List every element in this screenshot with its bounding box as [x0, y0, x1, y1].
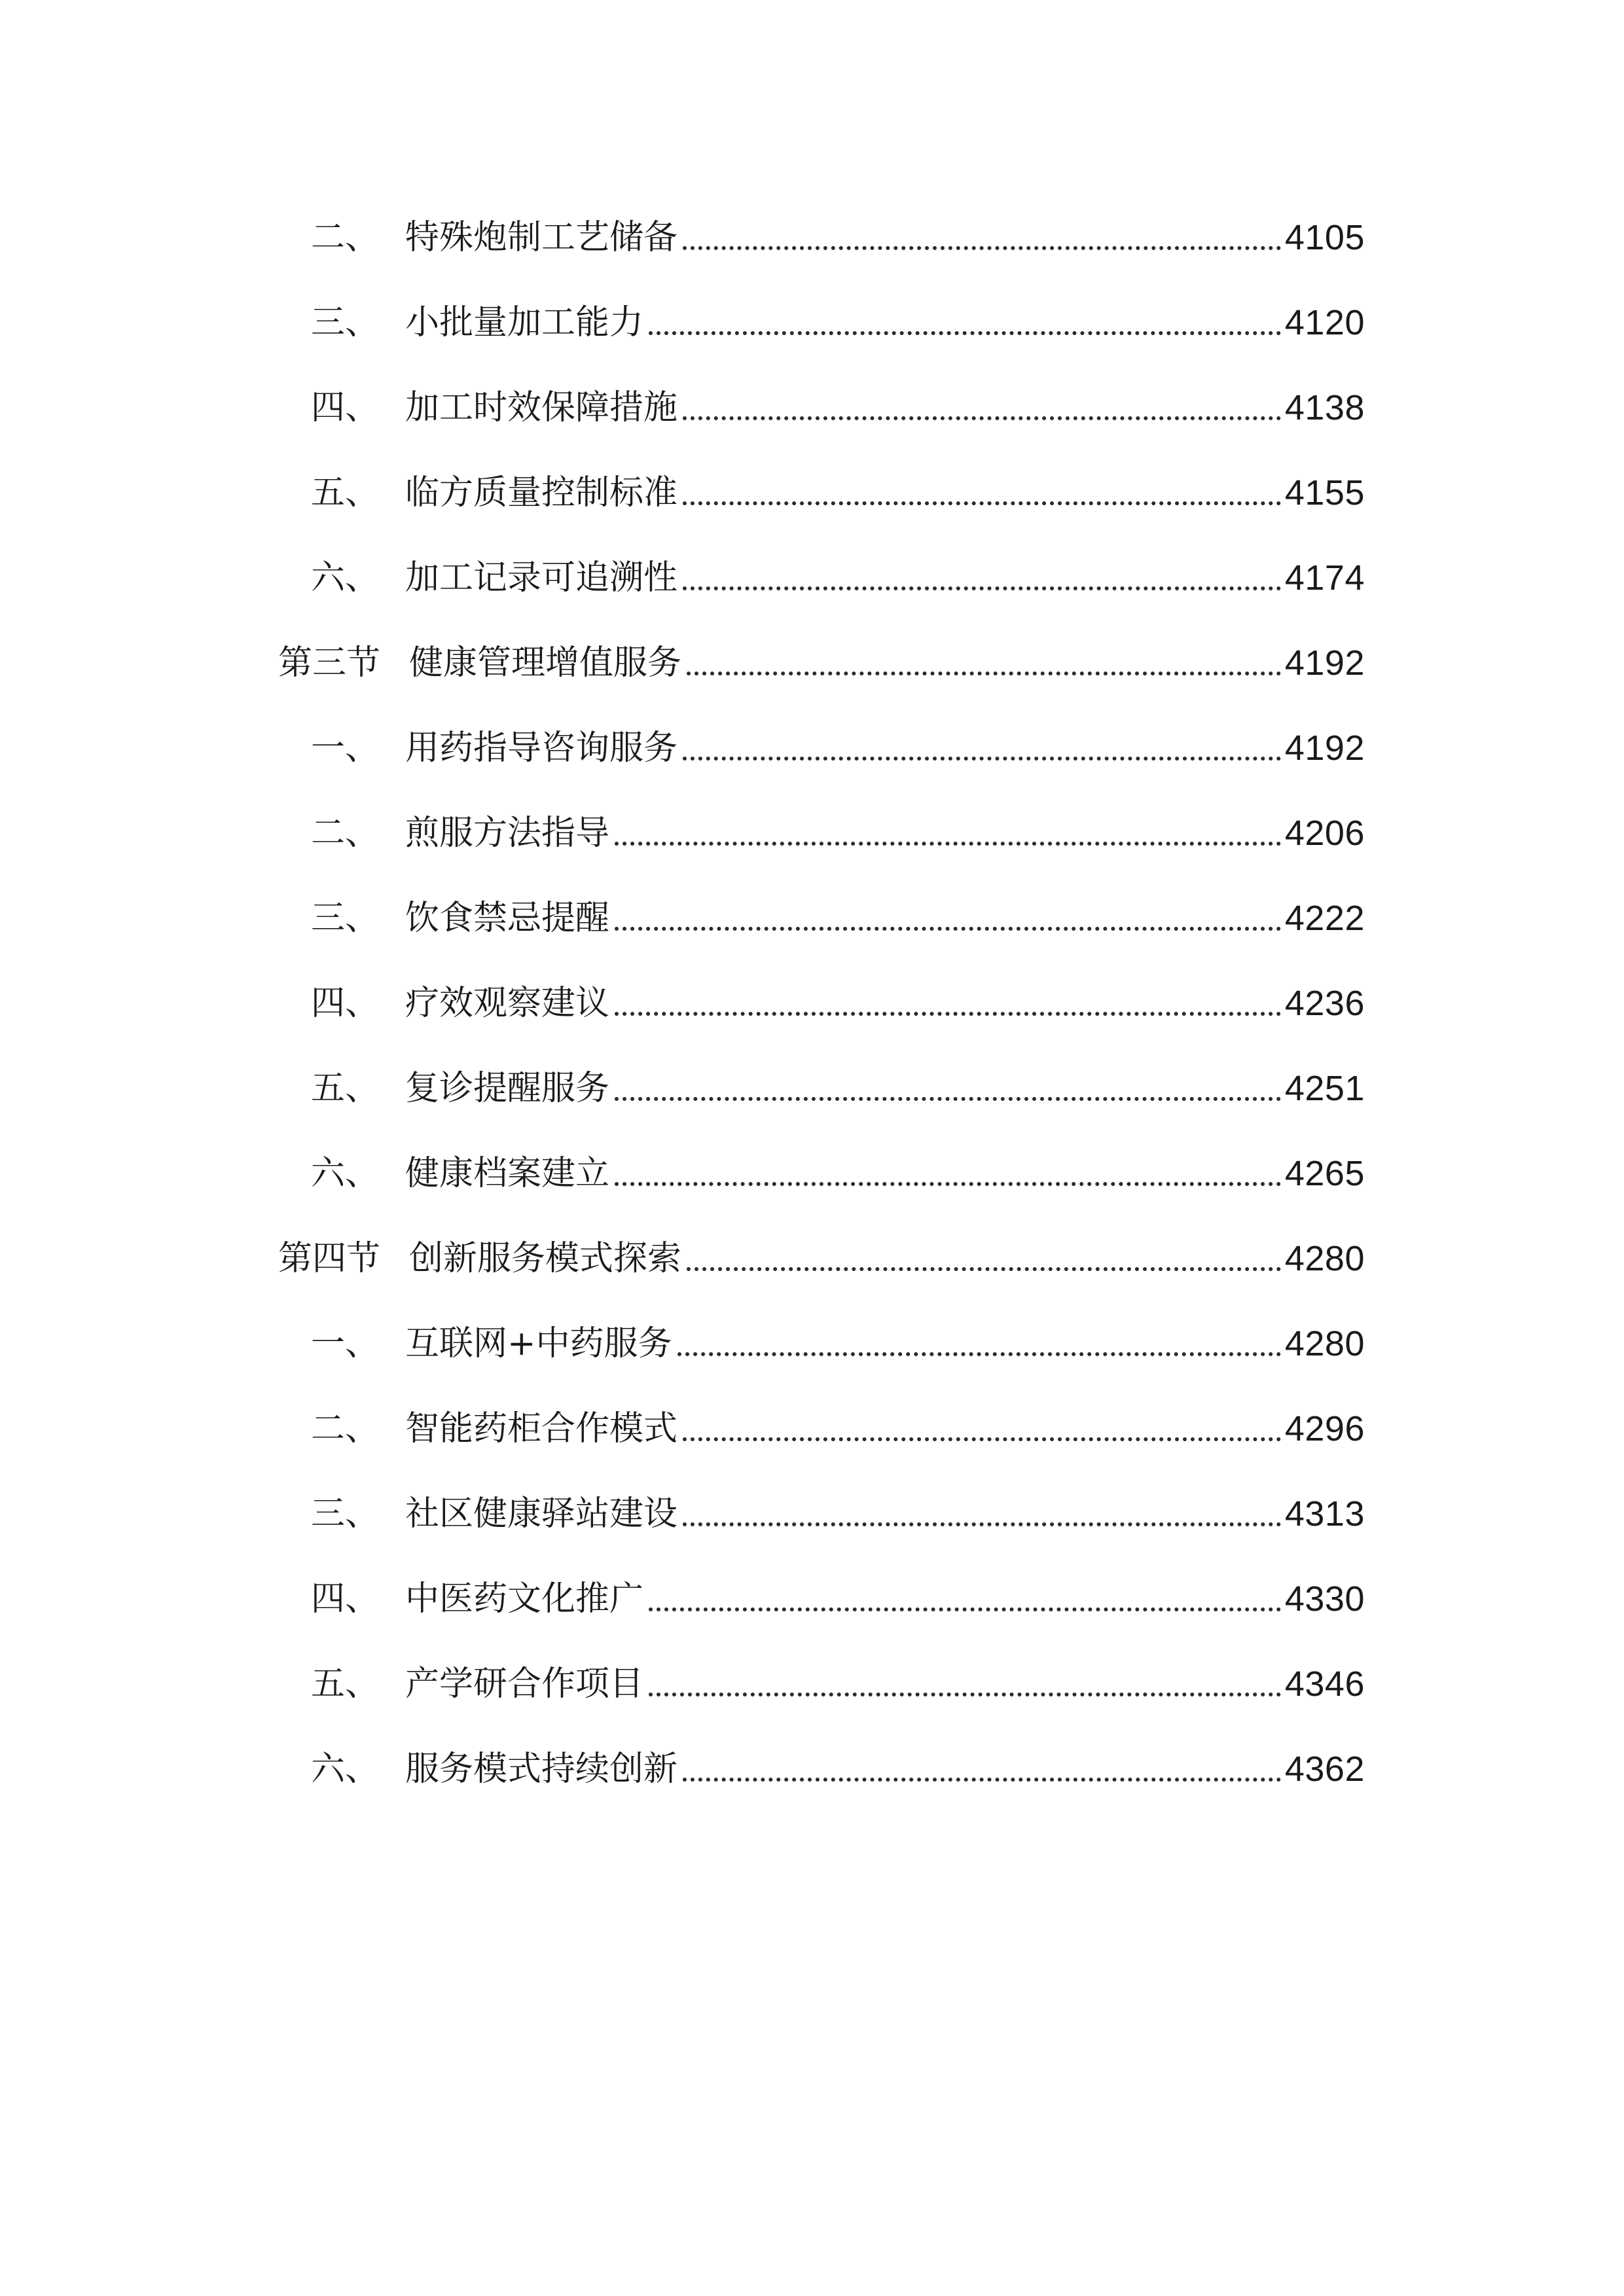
- toc-entry-title: 饮食禁忌提醒: [405, 899, 610, 938]
- toc-dot-leader: [615, 1097, 1281, 1101]
- toc-subsection-entry[interactable]: [278, 961, 1365, 1046]
- toc-entry-number: 四、: [311, 984, 380, 1023]
- toc-dot-leader: [683, 1522, 1281, 1526]
- toc-page-number: 4251: [1284, 1069, 1365, 1108]
- toc-page-number: 4138: [1284, 388, 1365, 427]
- toc-entry-number: 二、: [311, 814, 380, 853]
- toc-entry-number: 二、: [311, 1409, 380, 1448]
- toc-entry-number: 第四节: [278, 1239, 381, 1278]
- toc-entry-title: 创新服务模式探索: [409, 1239, 682, 1278]
- toc-subsection-entry[interactable]: [278, 876, 1365, 961]
- toc-entry-title: 煎服方法指导: [405, 814, 610, 853]
- toc-dot-leader: [687, 1267, 1281, 1271]
- toc-page-number: 4280: [1284, 1324, 1365, 1363]
- toc-dot-leader: [683, 586, 1281, 590]
- toc-entry-number: 一、: [311, 1324, 380, 1363]
- toc-page-number: 4330: [1284, 1579, 1365, 1619]
- toc-section-entry[interactable]: [278, 620, 1365, 706]
- toc-entry-title: 加工记录可追溯性: [405, 558, 678, 598]
- toc-page-number: 4222: [1284, 899, 1365, 938]
- toc-dot-leader: [683, 1778, 1281, 1782]
- toc-dot-leader: [615, 1012, 1281, 1016]
- toc-entry-title: 疗效观察建议: [405, 984, 610, 1023]
- toc-subsection-entry[interactable]: [278, 1131, 1365, 1216]
- toc-entry-title: 小批量加工能力: [405, 303, 644, 342]
- toc-page-number: 4280: [1284, 1239, 1365, 1278]
- toc-entry-number: 六、: [311, 558, 380, 598]
- toc-entry-title: 临方质量控制标准: [405, 473, 678, 512]
- toc-page-number: 4296: [1284, 1409, 1365, 1448]
- toc-subsection-entry[interactable]: [278, 1641, 1365, 1727]
- toc-page-number: 4120: [1284, 303, 1365, 342]
- toc-entry-number: 五、: [311, 1664, 380, 1704]
- toc-subsection-entry[interactable]: [278, 1471, 1365, 1556]
- toc-page-number: 4155: [1284, 473, 1365, 512]
- toc-entry-number: 六、: [311, 1749, 380, 1789]
- toc-subsection-entry[interactable]: [278, 195, 1365, 280]
- toc-page-number: 4174: [1284, 558, 1365, 598]
- toc-entry-number: 三、: [311, 1494, 380, 1534]
- toc-entry-title: 健康档案建立: [405, 1154, 610, 1193]
- toc-page-number: 4105: [1284, 218, 1365, 257]
- toc-entry-title: 智能药柜合作模式: [405, 1409, 678, 1448]
- toc-entry-number: 二、: [311, 218, 380, 257]
- toc-entry-number: 第三节: [278, 643, 381, 683]
- toc-dot-leader: [683, 416, 1281, 420]
- toc-subsection-entry[interactable]: [278, 1556, 1365, 1641]
- toc-subsection-entry[interactable]: [278, 791, 1365, 876]
- toc-page-number: 4236: [1284, 984, 1365, 1023]
- toc-page-number: 4192: [1284, 728, 1365, 768]
- toc-entry-number: 四、: [311, 388, 380, 427]
- toc-dot-leader: [683, 757, 1281, 761]
- toc-subsection-entry[interactable]: [278, 450, 1365, 535]
- toc-dot-leader: [683, 501, 1281, 505]
- toc-subsection-entry[interactable]: [278, 1386, 1365, 1471]
- toc-subsection-entry[interactable]: [278, 280, 1365, 365]
- toc-entry-title: 特殊炮制工艺储备: [405, 218, 678, 257]
- toc-page-number: 4265: [1284, 1154, 1365, 1193]
- toc-dot-leader: [649, 1693, 1281, 1696]
- toc-entry-title: 社区健康驿站建设: [405, 1494, 678, 1534]
- toc-subsection-entry[interactable]: [278, 365, 1365, 450]
- toc-entry-title: 中医药文化推广: [405, 1579, 644, 1619]
- toc-dot-leader: [683, 1437, 1281, 1441]
- toc-subsection-entry[interactable]: [278, 1301, 1365, 1386]
- toc-entry-title: 复诊提醒服务: [405, 1069, 610, 1108]
- toc-subsection-entry[interactable]: [278, 1046, 1365, 1131]
- toc-entry-number: 三、: [311, 303, 380, 342]
- toc-entry-title: 健康管理增值服务: [409, 643, 682, 683]
- toc-dot-leader: [649, 331, 1281, 335]
- toc-entry-number: 六、: [311, 1154, 380, 1193]
- toc-dot-leader: [687, 672, 1281, 675]
- toc-dot-leader: [615, 1182, 1281, 1186]
- toc-entry-title: 产学研合作项目: [405, 1664, 644, 1704]
- toc-subsection-entry[interactable]: [278, 535, 1365, 620]
- toc-subsection-entry[interactable]: [278, 1727, 1365, 1812]
- toc-page-number: 4206: [1284, 814, 1365, 853]
- toc-dot-leader: [615, 927, 1281, 931]
- toc-dot-leader: [677, 1352, 1281, 1356]
- toc-dot-leader: [649, 1607, 1281, 1611]
- toc-entry-title: 互联网+中药服务: [405, 1324, 672, 1363]
- toc-entry-number: 五、: [311, 473, 380, 512]
- toc-entry-title: 加工时效保障措施: [405, 388, 678, 427]
- toc-dot-leader: [615, 842, 1281, 846]
- toc-page-number: 4362: [1284, 1749, 1365, 1789]
- toc-page-number: 4313: [1284, 1494, 1365, 1534]
- toc-subsection-entry[interactable]: [278, 706, 1365, 791]
- toc-entry-number: 四、: [311, 1579, 380, 1619]
- toc-entry-title: 用药指导咨询服务: [405, 728, 678, 768]
- toc-entry-number: 一、: [311, 728, 380, 768]
- toc-entry-number: 五、: [311, 1069, 380, 1108]
- toc-page-number: 4192: [1284, 643, 1365, 683]
- toc-entry-number: 三、: [311, 899, 380, 938]
- toc-dot-leader: [683, 246, 1281, 250]
- toc-entry-title: 服务模式持续创新: [405, 1749, 678, 1789]
- toc-page-number: 4346: [1284, 1664, 1365, 1704]
- table-of-contents: [278, 195, 1365, 1812]
- toc-section-entry[interactable]: [278, 1216, 1365, 1301]
